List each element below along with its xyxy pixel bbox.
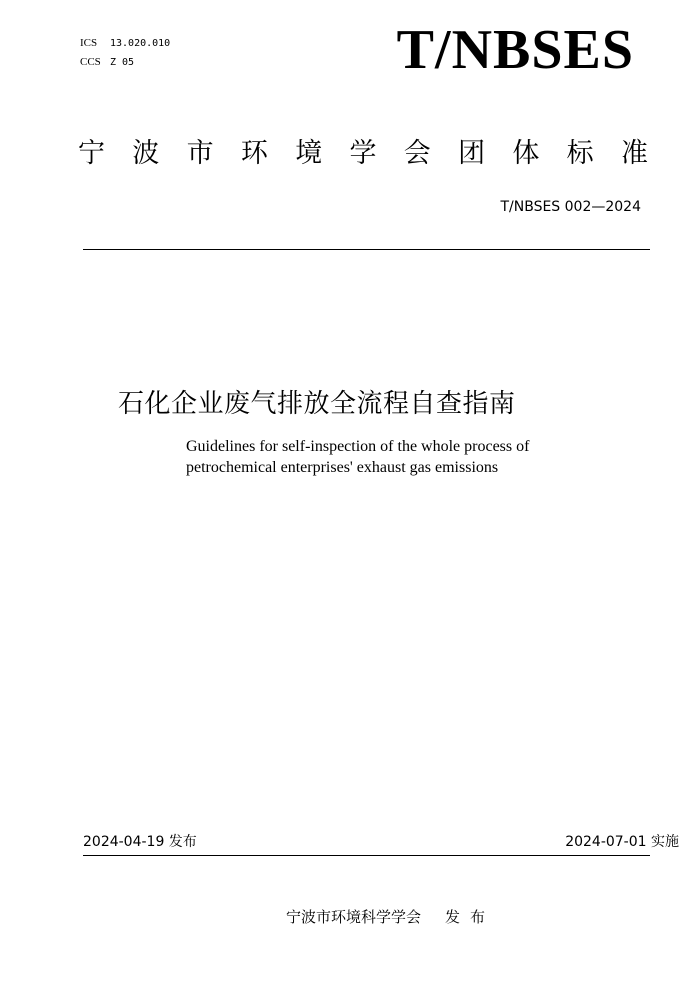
ics-label: ICS: [80, 37, 98, 49]
bottom-divider: [83, 855, 650, 856]
org-code-heading: T/NBSES: [396, 19, 634, 81]
publisher-line: [286, 906, 495, 928]
classification-codes: [80, 34, 170, 72]
publisher-name: 宁波市环境科学学会: [286, 908, 422, 926]
standard-type-char: 会: [403, 138, 431, 169]
ccs-label: CCS: [80, 56, 101, 68]
standard-type-char: 市: [186, 138, 214, 169]
title-en-line-2: petrochemical enterprises' exhaust gas emissions: [186, 459, 499, 476]
top-divider: [83, 249, 650, 250]
publisher-action: 发布: [445, 908, 496, 926]
ccs-line: [80, 53, 170, 72]
ccs-value: Z 05: [110, 57, 135, 68]
standard-type-char: 学: [349, 138, 377, 169]
ics-value: 13.020.010: [110, 38, 171, 49]
standard-type-char: 团: [458, 138, 486, 169]
standard-type-heading: [78, 136, 648, 172]
title-en-line-1: Guidelines for self-inspection of the whole process of: [186, 438, 530, 455]
publish-date: 2024-04-19 发布: [83, 834, 197, 850]
standard-type-char: 波: [132, 138, 160, 169]
document-title-en: [186, 436, 586, 478]
standard-type-char: 体: [512, 138, 540, 169]
document-title-cn: 石化企业废气排放全流程自查指南: [118, 389, 516, 419]
standard-type-char: 环: [240, 138, 268, 169]
ics-line: [80, 34, 170, 53]
standard-type-char: 境: [295, 138, 323, 169]
standard-type-char: 准: [620, 138, 648, 169]
standard-type-char: 标: [566, 138, 594, 169]
implement-date: 2024-07-01 实施: [565, 834, 679, 850]
standard-number: T/NBSES 002—2024: [500, 199, 641, 215]
standard-type-char: 宁: [78, 138, 105, 169]
